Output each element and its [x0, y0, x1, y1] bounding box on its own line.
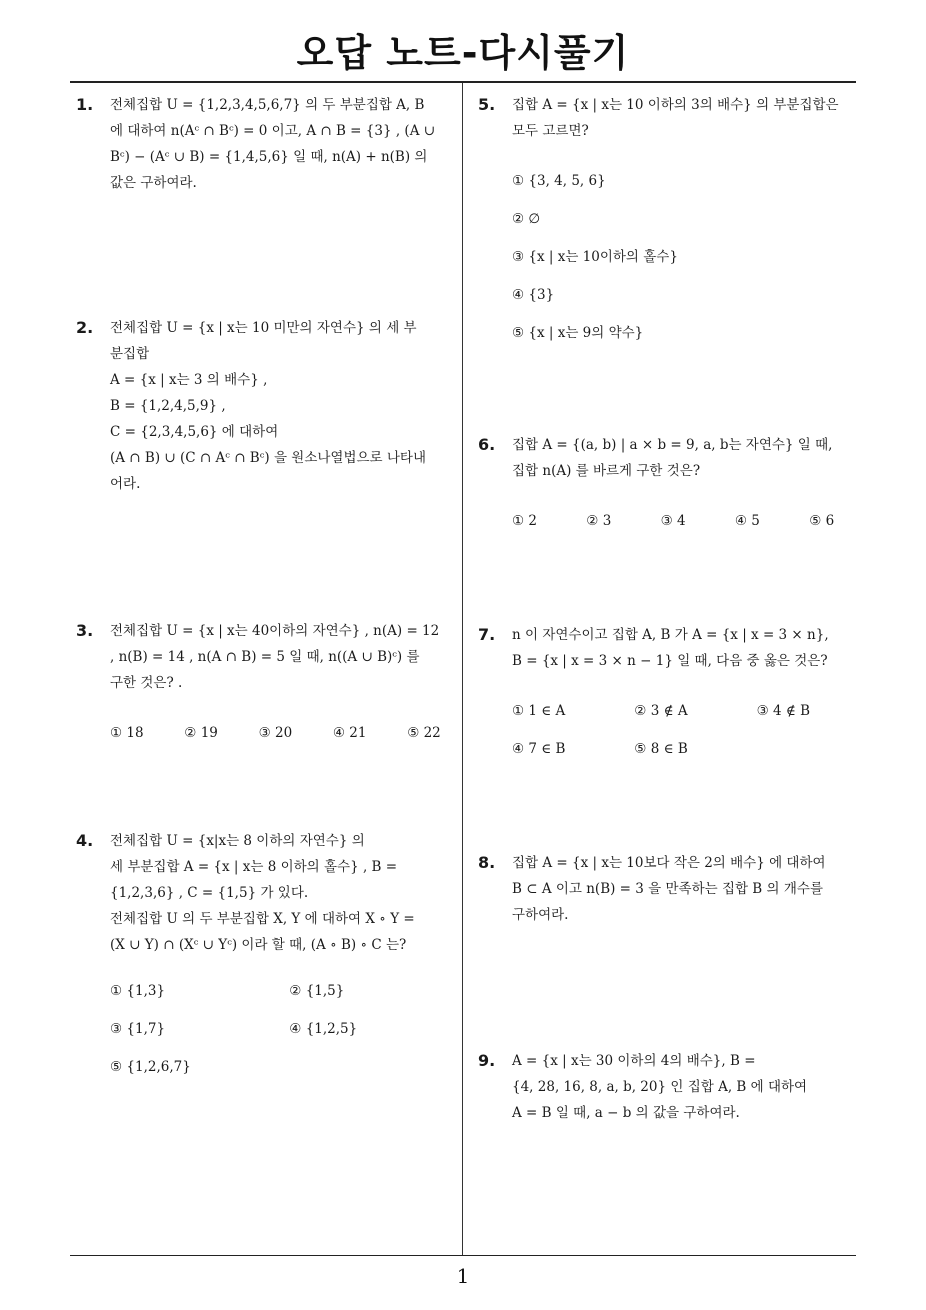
- problem-text: 구한 것은? .: [110, 675, 183, 691]
- problem-text: (X ∪ Y) ∩ (Xᶜ ∪ Yᶜ) 이라 할 때, (A ∘ B) ∘ C 는?: [110, 937, 407, 953]
- problem-text: A = {x | x는 3 의 배수} ,: [110, 372, 268, 388]
- problem-6: [478, 432, 858, 540]
- problem-text: 전체집합 U = {1,2,3,4,5,6,7} 의 두 부분집합 A, B: [110, 97, 425, 113]
- answer-choice: ③ {x | x는 10이하의 홀수}: [512, 249, 678, 265]
- problem-text: 분집합: [110, 346, 150, 362]
- top-rule: [70, 81, 856, 83]
- problem-number: 2.: [76, 318, 94, 337]
- answer-choice: ① 1 ∈ A: [512, 703, 566, 719]
- problem-2: [76, 315, 456, 497]
- answer-choice: ④ 5: [734, 513, 760, 529]
- problem-number: 8.: [478, 853, 496, 872]
- answer-choice: ④ {3}: [512, 287, 555, 303]
- answer-choice: ⑤ {1,2,6,7}: [110, 1059, 191, 1075]
- answer-choice: ① {1,3}: [110, 983, 166, 999]
- problem-number: 5.: [478, 95, 496, 114]
- problem-text: {1,2,3,6} , C = {1,5} 가 있다.: [110, 885, 309, 901]
- problem-text: Bᶜ) − (Aᶜ ∪ B) = {1,4,5,6} 일 때, n(A) + n(B) 의: [110, 149, 428, 165]
- problem-text: B = {1,2,4,5,9} ,: [110, 398, 226, 414]
- problem-9: [478, 1048, 858, 1126]
- problem-5: [478, 92, 858, 352]
- answer-choice: ④ 7 ∈ B: [512, 741, 566, 757]
- problem-number: 9.: [478, 1051, 496, 1070]
- answer-choice: ① {3, 4, 5, 6}: [512, 173, 606, 189]
- problem-text: 집합 A = {x | x는 10 이하의 3의 배수} 의 부분집합은: [512, 97, 839, 113]
- problem-text: n 이 자연수이고 집합 A, B 가 A = {x | x = 3 × n},: [512, 627, 829, 643]
- problem-text: B ⊂ A 이고 n(B) = 3 을 만족하는 집합 B 의 개수를: [512, 881, 823, 897]
- answer-choice: ④ {1,2,5}: [289, 1021, 358, 1037]
- answer-choice: ① 18: [110, 725, 144, 741]
- problem-text: 집합 n(A) 를 바르게 구한 것은?: [512, 463, 701, 479]
- problem-3: [76, 618, 456, 752]
- problem-8: [478, 850, 858, 928]
- problem-text: 전체집합 U = {x | x는 10 미만의 자연수} 의 세 부: [110, 320, 417, 336]
- problem-text: , n(B) = 14 , n(A ∩ B) = 5 일 때, n((A ∪ B)ᶜ) 를: [110, 649, 420, 665]
- answer-choice: ③ 4 ∉ B: [756, 703, 811, 719]
- answer-choice: ② 3: [586, 513, 612, 529]
- problem-text: 전체집합 U 의 두 부분집합 X, Y 에 대하여 X ∘ Y =: [110, 911, 415, 927]
- answer-choice: ④ 21: [332, 725, 367, 741]
- problem-text: 어라.: [110, 476, 141, 492]
- problem-number: 3.: [76, 621, 94, 640]
- answer-choice: ③ 20: [258, 725, 293, 741]
- answer-choice: ⑤ 8 ∈ B: [634, 741, 688, 757]
- problem-number: 6.: [478, 435, 496, 454]
- answer-choice: ① 2: [512, 513, 537, 529]
- problem-text: 구하여라.: [512, 907, 569, 923]
- problem-1: [76, 92, 456, 196]
- answer-choice: ② {1,5}: [289, 983, 345, 999]
- answer-choice: ⑤ {x | x는 9의 약수}: [512, 325, 644, 341]
- problem-text: (A ∩ B) ∪ (C ∩ Aᶜ ∩ Bᶜ) 을 원소나열법으로 나타내: [110, 450, 426, 466]
- problem-text: 집합 A = {x | x는 10보다 작은 2의 배수} 에 대하여: [512, 855, 826, 871]
- answer-choice: ③ 4: [660, 513, 686, 529]
- answer-choice: ② 3 ∉ A: [634, 703, 688, 719]
- answer-choice: ② 19: [184, 725, 218, 741]
- problem-number: 4.: [76, 831, 94, 850]
- bottom-rule: [70, 1255, 856, 1256]
- problem-text: 값은 구하여라.: [110, 175, 197, 191]
- problem-text: 집합 A = {(a, b) | a × b = 9, a, b는 자연수} 일 때,: [512, 437, 833, 453]
- problem-text: 모두 고르면?: [512, 123, 589, 139]
- page-number: 1: [456, 1264, 470, 1288]
- problem-7: [478, 622, 858, 768]
- problem-text: B = {x | x = 3 × n − 1} 일 때, 다음 중 옳은 것은?: [512, 653, 828, 669]
- problem-text: 전체집합 U = {x|x는 8 이하의 자연수} 의: [110, 833, 365, 849]
- problem-text: {4, 28, 16, 8, a, b, 20} 인 집합 A, B 에 대하여: [512, 1079, 808, 1095]
- column-divider: [462, 83, 463, 1255]
- answer-choice: ③ {1,7}: [110, 1021, 166, 1037]
- answer-choice: ② ∅: [512, 211, 541, 227]
- problem-text: C = {2,3,4,5,6} 에 대하여: [110, 424, 279, 440]
- problem-text: A = {x | x는 30 이하의 4의 배수}, B =: [512, 1053, 756, 1069]
- problem-text: 전체집합 U = {x | x는 40이하의 자연수} , n(A) = 12: [110, 623, 440, 639]
- answer-choice: ⑤ 22: [407, 725, 441, 741]
- answer-choice: ⑤ 6: [809, 513, 835, 529]
- page-title: 오답 노트-다시풀기: [296, 31, 630, 75]
- problem-text: 에 대하여 n(Aᶜ ∩ Bᶜ) = 0 이고, A ∩ B = {3} , (A ∪: [110, 123, 436, 139]
- problem-4: [76, 828, 456, 1086]
- problem-text: 세 부분집합 A = {x | x는 8 이하의 홀수} , B =: [110, 859, 398, 875]
- problem-number: 1.: [76, 95, 94, 114]
- problem-number: 7.: [478, 625, 496, 644]
- problem-text: A = B 일 때, a − b 의 값을 구하여라.: [512, 1105, 740, 1121]
